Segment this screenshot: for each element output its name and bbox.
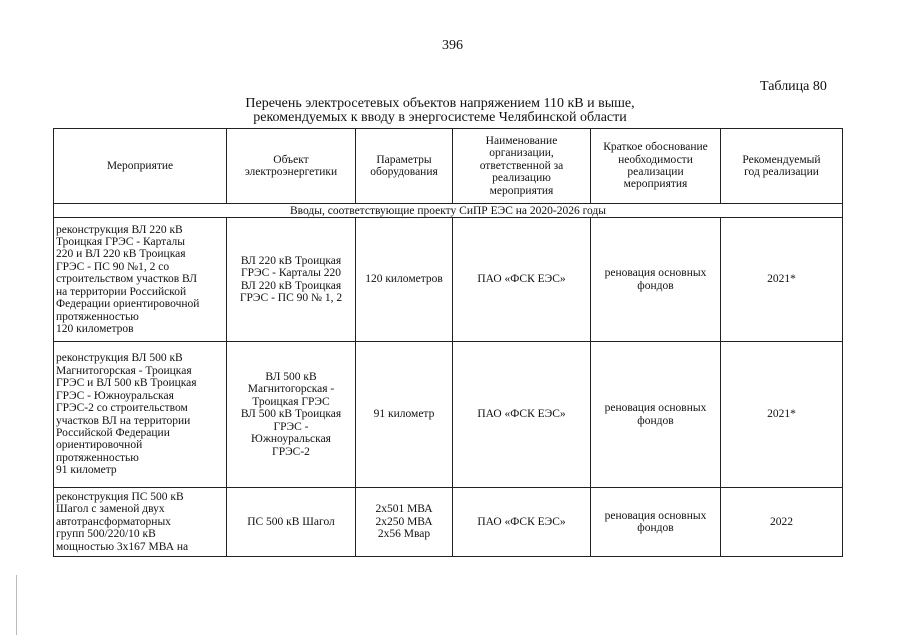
row-params: 2х501 МВА 2х250 МВА 2х56 Мвар [356,488,453,557]
row-year: 2022 [721,488,843,557]
table-title [200,97,680,125]
table-row [54,218,843,342]
header-reason: Краткое обоснование необходимости реализации мероприятия [591,129,721,204]
header-org: Наименование организации, ответственной за реализацию мероприятия [453,129,591,204]
row-year: 2021* [721,342,843,488]
title-line-2: рекомендуемых к вводу в энергосистеме Челябинской области [253,110,627,125]
title-line-1: Перечень электросетевых объектов напряжением 110 кВ и выше, [245,96,635,111]
header-row [54,129,843,204]
row-object: ПС 500 кВ Шагол [227,488,356,557]
table-row [54,342,843,488]
header-year: Рекомендуемый год реализации [721,129,843,204]
page-edge-line [16,575,17,635]
row-reason: реновация основных фондов [591,218,721,342]
row-event: реконструкция ВЛ 220 кВ Троицкая ГРЭС - Карталы 220 и ВЛ 220 кВ Троицкая ГРЭС - ПС 90 №1, 2 со строительством участков ВЛ на территории Российской Федерации ориентировочной протяженностью 120 километров [54,218,227,342]
page-number: 396 [442,38,463,53]
header-object: Объект электроэнергетики [227,129,356,204]
row-org: ПАО «ФСК ЕЭС» [453,218,591,342]
row-event: реконструкция ПС 500 кВ Шагол с заменой двух автотрансформаторных групп 500/220/10 кВ мощностью 3х167 МВА на [54,488,227,557]
table-label: Таблица 80 [760,79,827,94]
row-org: ПАО «ФСК ЕЭС» [453,342,591,488]
header-params: Параметры оборудования [356,129,453,204]
section-label: Вводы, соответствующие проекту СиПР ЕЭС на 2020-2026 годы [54,204,843,218]
row-reason: реновация основных фондов [591,342,721,488]
header-event: Мероприятие [54,129,227,204]
row-year: 2021* [721,218,843,342]
table-row [54,488,843,557]
row-event: реконструкция ВЛ 500 кВ Магнитогорская - Троицкая ГРЭС и ВЛ 500 кВ Троицкая ГРЭС - Южноуральская ГРЭС-2 со строительством участков ВЛ на территории Российской Федерации ориентировочной протяженностью 91 километр [54,342,227,488]
section-row [54,204,843,218]
row-reason: реновация основных фондов [591,488,721,557]
row-params: 120 километров [356,218,453,342]
row-org: ПАО «ФСК ЕЭС» [453,488,591,557]
facilities-table [53,128,843,557]
row-object: ВЛ 220 кВ Троицкая ГРЭС - Карталы 220 ВЛ 220 кВ Троицкая ГРЭС - ПС 90 № 1, 2 [227,218,356,342]
row-object: ВЛ 500 кВ Магнитогорская - Троицкая ГРЭС ВЛ 500 кВ Троицкая ГРЭС - Южноуральская ГРЭС-2 [227,342,356,488]
row-params: 91 километр [356,342,453,488]
